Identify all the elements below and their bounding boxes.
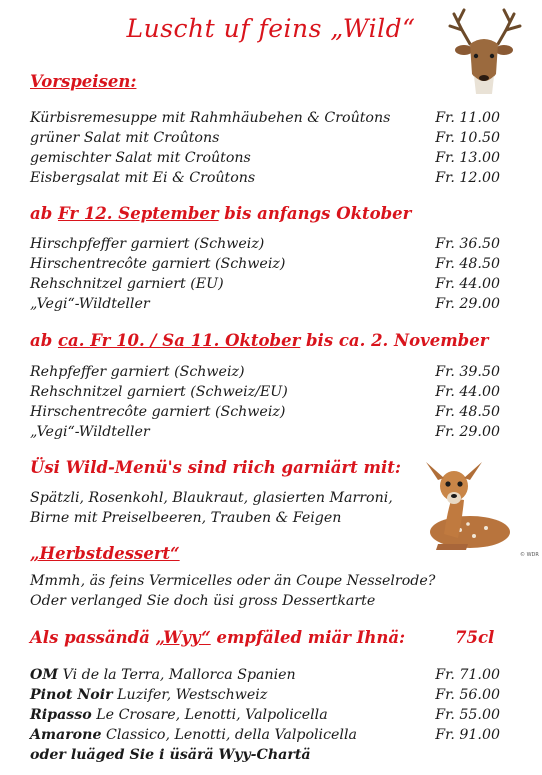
list-item: Rehpfeffer garniert (Schweiz) Fr. 39.50 <box>30 364 500 380</box>
list-item: Ripasso Le Crosare, Lenotti, Valpolicella Fr. 55.00 <box>30 707 500 723</box>
list-item: „Vegi“-Wildteller Fr. 29.00 <box>30 424 500 440</box>
photo-credit: © WDR <box>520 552 539 558</box>
starters-heading: Vorspeisen: <box>30 72 137 91</box>
sides-heading: Üsi Wild-Menü's sind riich garniärt mit: <box>30 458 401 477</box>
list-item: Amarone Classico, Lenotti, della Valpolicella Fr. 91.00 <box>30 727 500 743</box>
deer-head-icon <box>440 4 530 96</box>
dessert-line: Oder verlanged Sie doch üsi gross Dessertkarte <box>30 593 376 609</box>
season-heading-1: ab Fr 12. September bis anfangs Oktober <box>30 204 412 223</box>
list-item: Kürbisremesuppe mit Rahmhäubehen & Croûtons Fr. 11.00 <box>30 110 500 126</box>
wine-heading: Als passändä „Wyy“ empfäled miär Ihnä: <box>30 628 406 647</box>
list-item: Pinot Noir Luzifer, Westschweiz Fr. 56.00 <box>30 687 500 703</box>
menu-title: Luscht uf feins „Wild“ <box>126 14 416 43</box>
list-item: Rehschnitzel garniert (EU) Fr. 44.00 <box>30 276 500 292</box>
list-item: Eisbergsalat mit Ei & Croûtons Fr. 12.00 <box>30 170 500 186</box>
sides-line: Spätzli, Rosenkohl, Blaukraut, glasierten Marroni, <box>30 490 393 506</box>
list-item: gemischter Salat mit Croûtons Fr. 13.00 <box>30 150 500 166</box>
dessert-line: Mmmh, äs feins Vermicelles oder än Coupe Nesselrode? <box>30 573 436 589</box>
fawn-icon <box>408 448 518 554</box>
list-item: Hirschpfeffer garniert (Schweiz) Fr. 36.50 <box>30 236 500 252</box>
list-item: Rehschnitzel garniert (Schweiz/EU) Fr. 44.00 <box>30 384 500 400</box>
list-item: Hirschentrecôte garniert (Schweiz) Fr. 48.50 <box>30 256 500 272</box>
list-item: grüner Salat mit Croûtons Fr. 10.50 <box>30 130 500 146</box>
season-heading-2: ab ca. Fr 10. / Sa 11. Oktober bis ca. 2. November <box>30 331 489 350</box>
wine-footer: oder luäged Sie i üsärä Wyy-Chartä <box>30 747 311 763</box>
list-item: Hirschentrecôte garniert (Schweiz) Fr. 48.50 <box>30 404 500 420</box>
dessert-heading: „Herbstdessert“ <box>30 544 180 563</box>
wine-volume: 75cl <box>455 628 495 647</box>
list-item: OM Vi de la Terra, Mallorca Spanien Fr. 71.00 <box>30 667 500 683</box>
list-item: „Vegi“-Wildteller Fr. 29.00 <box>30 296 500 312</box>
sides-line: Birne mit Preiselbeeren, Trauben & Feigen <box>30 510 342 526</box>
